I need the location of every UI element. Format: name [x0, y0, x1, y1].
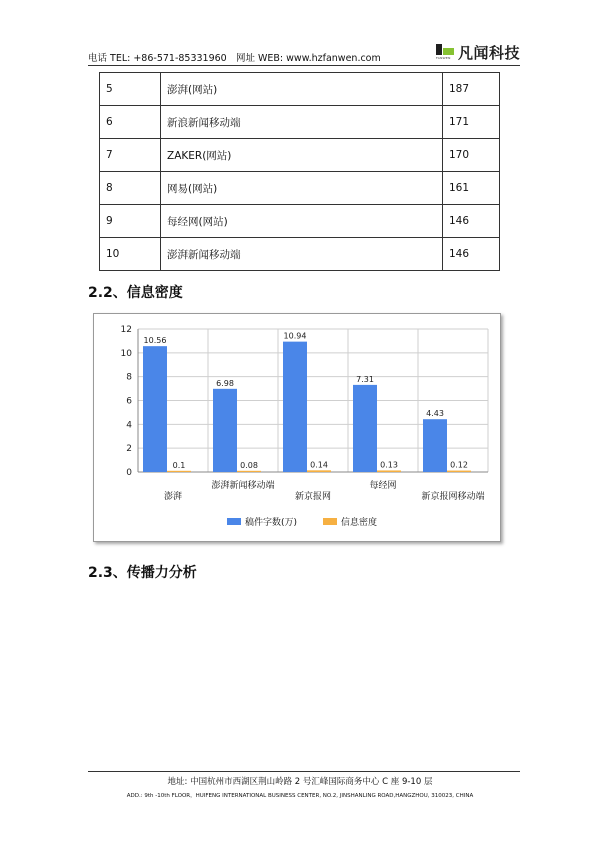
- count-cell: 146: [443, 205, 500, 238]
- bar-density: [237, 471, 261, 472]
- media-cell: 澎湃(网站): [161, 73, 443, 106]
- header-tel: 电话 TEL: +86-571-85331960: [88, 53, 227, 64]
- rank-cell: 6: [100, 106, 161, 139]
- rank-cell: 7: [100, 139, 161, 172]
- footer-divider: [88, 771, 520, 772]
- footer-address: 地址: 中国杭州市西湖区荆山岭路 2 号汇峰国际商务中心 C 座 9-10 层: [167, 777, 433, 787]
- footer-address-en: ADD.: 9th -10th FLOOR，HUIFENG INTERNATIONAL BUSINESS CENTER, NO.2, JINSHANLING ROAD,HANGZHOU, 310023, CHINA: [126, 793, 474, 799]
- density-chart: [93, 313, 501, 542]
- data-label: 0.14: [310, 460, 328, 470]
- rank-cell: 9: [100, 205, 161, 238]
- bar-word-count: [423, 419, 447, 472]
- y-tick-label: 2: [126, 444, 132, 455]
- data-label: 6.98: [216, 378, 234, 388]
- data-label: 0.1: [172, 460, 186, 470]
- count-cell: 146: [443, 238, 500, 271]
- table-row: [100, 205, 500, 238]
- y-tick-label: 8: [126, 372, 132, 383]
- bar-word-count: [353, 385, 377, 472]
- data-label: 7.31: [356, 374, 374, 384]
- bar-density: [377, 470, 401, 472]
- rank-cell: 5: [100, 73, 161, 106]
- x-category-label: 澎湃: [163, 492, 183, 502]
- bar-word-count: [213, 389, 237, 472]
- legend-swatch: [227, 518, 241, 525]
- media-cell: ZAKER(网站): [161, 139, 443, 172]
- header-web: 网址 WEB: www.hzfanwen.com: [236, 53, 381, 64]
- logo-sub: FANWEN: [435, 56, 451, 60]
- rank-cell: 8: [100, 172, 161, 205]
- y-tick-label: 10: [120, 348, 132, 359]
- y-tick-label: 12: [120, 325, 132, 335]
- bar-word-count: [143, 346, 167, 472]
- data-label: 10.56: [143, 336, 167, 346]
- logo-mark-icon: [436, 44, 454, 60]
- y-tick-label: 0: [126, 468, 132, 478]
- x-category-label: 新京报网移动端: [421, 492, 485, 502]
- header-divider: [88, 65, 520, 66]
- bar-density: [307, 470, 331, 472]
- bar-density: [167, 471, 191, 472]
- x-category-label: 澎湃新闻移动端: [211, 481, 275, 491]
- data-label: 0.08: [240, 460, 258, 470]
- ranking-table: [99, 72, 500, 271]
- table-row: [100, 106, 500, 139]
- table-row: [100, 172, 500, 205]
- media-cell: 网易(网站): [161, 172, 443, 205]
- x-category-label: 新京报网: [294, 492, 332, 502]
- count-cell: 170: [443, 139, 500, 172]
- count-cell: 161: [443, 172, 500, 205]
- data-label: 0.12: [450, 460, 468, 470]
- bar-word-count: [283, 342, 307, 472]
- chart-canvas: [94, 314, 500, 541]
- media-cell: 澎湃新闻移动端: [161, 238, 443, 271]
- rank-cell: 10: [100, 238, 161, 271]
- data-label: 0.13: [380, 460, 398, 470]
- count-cell: 171: [443, 106, 500, 139]
- legend-label: 稿件字数(万): [245, 518, 298, 528]
- section-heading-spread: 2.3、传播力分析: [88, 565, 197, 581]
- legend-label: 信息密度: [341, 518, 378, 528]
- y-tick-label: 4: [126, 420, 132, 431]
- section-heading-density: 2.2、信息密度: [88, 285, 183, 301]
- y-tick-label: 6: [126, 396, 132, 407]
- table-row: [100, 238, 500, 271]
- bar-density: [447, 471, 471, 472]
- table-row: [100, 73, 500, 106]
- media-cell: 新浪新闻移动端: [161, 106, 443, 139]
- x-category-label: 每经网: [369, 481, 397, 491]
- legend-swatch: [323, 518, 337, 525]
- page-header: [88, 43, 520, 66]
- logo-text: 凡闻科技: [457, 43, 520, 62]
- data-label: 10.94: [283, 331, 307, 341]
- count-cell: 187: [443, 73, 500, 106]
- media-cell: 每经网(网站): [161, 205, 443, 238]
- company-logo: [436, 42, 520, 62]
- table-row: [100, 139, 500, 172]
- data-label: 4.43: [426, 409, 444, 419]
